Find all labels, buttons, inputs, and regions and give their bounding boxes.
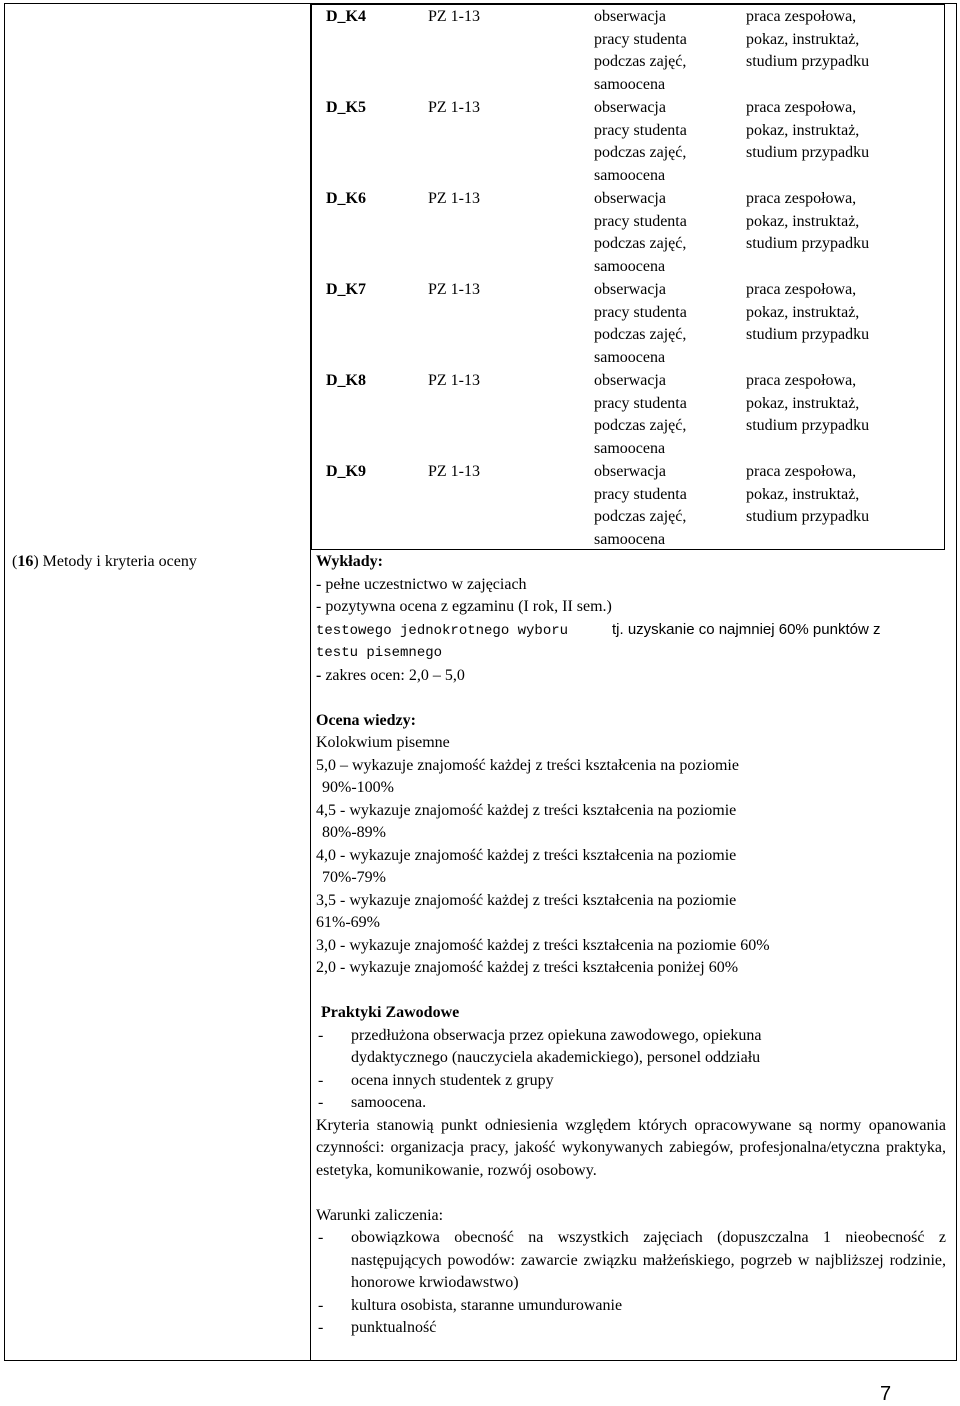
outcome-pz: PZ 1-13 bbox=[428, 190, 480, 207]
outcome-method-line: obserwacja bbox=[594, 99, 666, 116]
outcome-code: D_K8 bbox=[326, 372, 366, 389]
outcome-form bbox=[746, 188, 869, 256]
knowledge-heading: Ocena wiedzy: bbox=[316, 711, 416, 729]
page-number: 7 bbox=[880, 1383, 892, 1405]
outcome-method bbox=[594, 6, 724, 96]
grade-4-0: 4,0 - wykazuje znajomość każdej z treści kształcenia na poziomie bbox=[316, 846, 737, 864]
outcome-method-line: pracy studenta bbox=[594, 212, 687, 230]
outcome-method-line: obserwacja bbox=[594, 372, 666, 389]
outcome-method-line: obserwacja bbox=[594, 190, 666, 207]
outcome-form-line: praca zespołowa, bbox=[746, 463, 857, 480]
conditions-heading: Warunki zaliczenia: bbox=[316, 1206, 444, 1224]
outcome-row bbox=[312, 6, 944, 97]
condition-item-1: - obowiązkowa obecność na wszystkich zajęciach (dopuszczalna 1 nieobecność z następujących powodów: zawarcie związku małżeńskiego, pogrzeb w najbliższej rodzinie, honorowe krwiodawstwo) bbox=[318, 1229, 946, 1291]
outcome-method-line: podczas zajęć, bbox=[594, 144, 687, 161]
outcome-form-line: pokaz, instruktaż, bbox=[746, 303, 860, 321]
outcome-method-line: obserwacja bbox=[594, 8, 666, 25]
outcome-code: D_K7 bbox=[326, 281, 366, 298]
section-label: (16) Metody i kryteria oceny bbox=[12, 553, 197, 570]
outcome-pz: PZ 1-13 bbox=[428, 99, 480, 116]
outcome-form-line: studium przypadku bbox=[746, 508, 870, 525]
outcome-pz: PZ 1-13 bbox=[428, 372, 480, 389]
lectures-line-2: - pozytywna ocena z egzaminu (I rok, II sem.) bbox=[316, 598, 612, 615]
outcome-code: D_K5 bbox=[326, 99, 366, 116]
lectures-line-3-b: tj. uzyskanie co najmniej 60% punktów z bbox=[612, 620, 881, 638]
outcome-form-line: praca zespołowa, bbox=[746, 8, 857, 25]
grade-5-0-range: 90%-100% bbox=[322, 779, 394, 796]
outcome-form-line: studium przypadku bbox=[746, 144, 870, 161]
grade-3-5: 3,5 - wykazuje znajomość każdej z treści kształcenia na poziomie bbox=[316, 891, 737, 909]
lectures-heading: Wykłady: bbox=[316, 553, 383, 570]
outcome-row bbox=[312, 370, 944, 461]
outcome-method bbox=[594, 188, 724, 278]
outcome-method-line: samoocena bbox=[594, 439, 666, 457]
outcome-row bbox=[312, 97, 944, 188]
outcome-form-line: pokaz, instruktaż, bbox=[746, 394, 860, 412]
section-number: 16 bbox=[17, 553, 34, 570]
practice-criteria: Kryteria stanowią punkt odniesienia względem których opracowywane są normy opanowania czynności: organizacja pracy, jakość wykonywanych zabiegów, profesjonalna/etyczna praktyka, estetyka, komunikowanie, rozwój osobowy. bbox=[316, 1116, 946, 1179]
outcome-form-line: studium przypadku bbox=[746, 417, 870, 434]
outcome-form-line: pokaz, instruktaż, bbox=[746, 121, 860, 139]
grade-3-5-range: 61%-69% bbox=[316, 914, 380, 931]
outcome-pz: PZ 1-13 bbox=[428, 463, 480, 480]
outcome-method-line: podczas zajęć, bbox=[594, 326, 687, 343]
outcome-method-line: obserwacja bbox=[594, 463, 666, 480]
outcome-form-line: praca zespołowa, bbox=[746, 190, 857, 207]
outcome-form bbox=[746, 279, 869, 347]
outcome-method-line: obserwacja bbox=[594, 281, 666, 298]
outcome-form-line: studium przypadku bbox=[746, 326, 870, 343]
spacer bbox=[316, 687, 946, 710]
outcome-method-line: podczas zajęć, bbox=[594, 508, 687, 525]
grade-4-0-range: 70%-79% bbox=[322, 869, 386, 886]
lectures-line-5 bbox=[316, 665, 946, 688]
grade-4-5: 4,5 - wykazuje znajomość każdej z treści kształcenia na poziomie bbox=[316, 801, 737, 819]
section-title: Metody i kryteria oceny bbox=[42, 553, 197, 570]
outcome-method bbox=[594, 279, 724, 369]
outcome-form bbox=[746, 97, 869, 165]
lectures-line-1: - pełne uczestnictwo w zajęciach bbox=[316, 575, 527, 593]
outcome-form-line: pokaz, instruktaż, bbox=[746, 30, 860, 48]
knowledge-subheading: Kolokwium pisemne bbox=[316, 734, 450, 751]
outcome-method-line: samoocena bbox=[594, 257, 666, 275]
grade-3-0: 3,0 - wykazuje znajomość każdej z treści kształcenia na poziomie 60% bbox=[316, 936, 770, 954]
outcome-method-line: podczas zajęć, bbox=[594, 235, 687, 252]
grade-4-5-range: 80%-89% bbox=[322, 824, 386, 841]
lectures-line-5-text: zakres ocen: 2,0 – 5,0 bbox=[321, 666, 465, 684]
lectures-line-3-a: testowego jednokrotnego wyboru bbox=[316, 622, 569, 639]
outcome-method-line: pracy studenta bbox=[594, 485, 687, 503]
outcome-form-line: praca zespołowa, bbox=[746, 372, 857, 389]
outcome-row bbox=[312, 188, 944, 279]
outcome-pz: PZ 1-13 bbox=[428, 281, 480, 298]
outcome-method bbox=[594, 461, 724, 551]
practice-heading: Praktyki Zawodowe bbox=[321, 1004, 460, 1021]
practice-item-3: - samoocena. bbox=[318, 1094, 427, 1111]
spacer bbox=[316, 980, 946, 1003]
outcome-method bbox=[594, 370, 724, 460]
outcome-method-line: pracy studenta bbox=[594, 121, 687, 139]
outcome-code: D_K6 bbox=[326, 190, 366, 207]
practice-item-2: - ocena innych studentek z grupy bbox=[318, 1071, 554, 1089]
outcome-form bbox=[746, 461, 869, 529]
outcome-form-line: praca zespołowa, bbox=[746, 99, 857, 116]
outcome-method-line: pracy studenta bbox=[594, 30, 687, 48]
condition-item-2: - kultura osobista, staranne umundurowanie bbox=[318, 1296, 623, 1314]
outcome-method-line: samoocena bbox=[594, 166, 666, 184]
outcome-code: D_K9 bbox=[326, 463, 366, 480]
outcome-method bbox=[594, 97, 724, 187]
outcome-code: D_K4 bbox=[326, 8, 366, 25]
outcome-method-line: samoocena bbox=[594, 75, 666, 93]
lectures-line-3 bbox=[316, 619, 946, 643]
grade-2-0: 2,0 - wykazuje znajomość każdej z treści kształcenia poniżej 60% bbox=[316, 959, 739, 976]
grade-5-0: 5,0 – wykazuje znajomość każdej z treści kształcenia na poziomie bbox=[316, 756, 739, 774]
outcome-form-line: pokaz, instruktaż, bbox=[746, 485, 860, 503]
outcome-form bbox=[746, 6, 869, 74]
lectures-line-4: testu pisemnego bbox=[316, 645, 443, 661]
lectures-line-5-dash: - bbox=[316, 666, 322, 684]
section-content bbox=[316, 551, 946, 1340]
outcome-row bbox=[312, 461, 944, 552]
outcome-method-line: pracy studenta bbox=[594, 303, 687, 321]
outcome-form-line: studium przypadku bbox=[746, 53, 870, 70]
outcome-method-line: samoocena bbox=[594, 530, 666, 548]
outcome-form-line: studium przypadku bbox=[746, 235, 870, 252]
outcome-pz: PZ 1-13 bbox=[428, 8, 480, 25]
condition-item-3: - punktualność bbox=[318, 1319, 437, 1336]
outcome-method-line: podczas zajęć, bbox=[594, 417, 687, 434]
outcome-row bbox=[312, 279, 944, 370]
spacer bbox=[316, 1182, 946, 1205]
outcome-form-line: pokaz, instruktaż, bbox=[746, 212, 860, 230]
outcome-method-line: pracy studenta bbox=[594, 394, 687, 412]
outcome-form bbox=[746, 370, 869, 438]
practice-item-1: - przedłużona obserwacja przez opiekuna zawodowego, opiekuna bbox=[318, 1026, 762, 1044]
outcome-method-line: podczas zajęć, bbox=[594, 53, 687, 70]
outcome-method-line: samoocena bbox=[594, 348, 666, 366]
practice-item-1-cont: dydaktycznego (nauczyciela akademickiego), personel oddziału bbox=[351, 1049, 761, 1066]
outcome-form-line: praca zespołowa, bbox=[746, 281, 857, 298]
